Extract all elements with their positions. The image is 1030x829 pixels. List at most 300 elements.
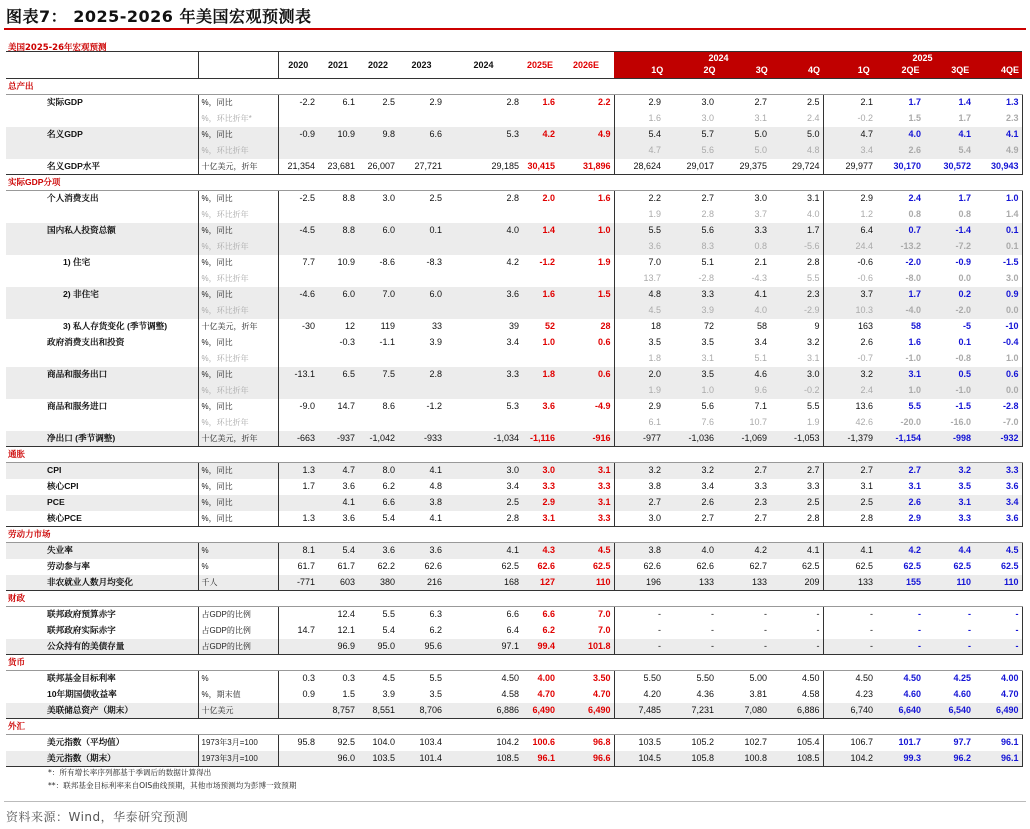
quarter-2025-value: 3.2 bbox=[823, 367, 876, 383]
annual-value: 62.6 bbox=[424, 561, 442, 571]
quarter-2025-value: -7.0 bbox=[974, 415, 1022, 431]
forecast-table bbox=[6, 51, 1023, 767]
quarter-2025-value: -16.0 bbox=[950, 417, 971, 427]
quarter-2025-value: 58 bbox=[910, 321, 921, 331]
unit-cell: 占GDP的比例 bbox=[198, 607, 278, 623]
row-label bbox=[9, 385, 47, 395]
quarter-2024-value: - bbox=[717, 639, 770, 655]
bottom-rule bbox=[4, 801, 1026, 802]
quarter-2025-value: -13.2 bbox=[876, 239, 924, 255]
annual-value: 3.9 bbox=[429, 337, 442, 347]
quarter-2024-value: 2.3 bbox=[717, 495, 770, 511]
quarter-2025-value: - bbox=[974, 607, 1022, 623]
quarter-2025-value: 4.60 bbox=[953, 689, 971, 699]
quarter-2024-value: 2.7 bbox=[717, 511, 770, 527]
annual-value: 4.50 bbox=[501, 673, 519, 684]
table-row bbox=[6, 399, 1022, 415]
quarter-2024-value: 2.5 bbox=[770, 95, 823, 111]
quarter-label: 3QE bbox=[951, 65, 970, 75]
row-label-cell bbox=[6, 671, 198, 687]
annual-value bbox=[445, 271, 522, 287]
quarter-2024-value: 2.7 bbox=[717, 463, 770, 479]
forecast-value: 3.1 bbox=[558, 463, 614, 479]
quarter-2024-value: 1.7 bbox=[770, 223, 823, 239]
quarter-2024-value: 4.20 bbox=[614, 687, 664, 703]
annual-value bbox=[445, 143, 522, 159]
quarter-2024-value: 3.1 bbox=[701, 353, 714, 363]
forecast-value bbox=[522, 143, 558, 159]
unit-cell: %，环比折年 bbox=[198, 383, 278, 399]
unit-cell: %，同比 bbox=[198, 367, 278, 383]
annual-value: 8.1 bbox=[278, 543, 318, 559]
forecast-value: 62.5 bbox=[592, 561, 611, 571]
row-label: 实际GDP bbox=[47, 97, 83, 108]
quarter-2024-value: 28,624 bbox=[614, 159, 664, 175]
quarter-2024-value: 13.7 bbox=[614, 271, 664, 287]
row-label: 3) 私人存货变化 (季节调整) bbox=[63, 321, 168, 331]
unit-cell: %，同比 bbox=[198, 287, 278, 303]
quarter-2024-value: 2.9 bbox=[614, 95, 664, 111]
quarter-2024-value: 8.3 bbox=[664, 239, 717, 255]
quarter-2025-value: 0.0 bbox=[974, 383, 1022, 399]
quarter-2024-value: 3.81 bbox=[749, 689, 767, 699]
quarter-2024-value: 10.7 bbox=[749, 417, 767, 427]
quarter-2025-value: 42.6 bbox=[855, 417, 873, 427]
quarter-label: 4Q bbox=[807, 65, 820, 75]
quarter-2024-value: 5.5 bbox=[770, 399, 823, 415]
quarter-2025-value: 4.1 bbox=[823, 543, 876, 559]
quarter-2024-value: - bbox=[764, 609, 767, 620]
unit-cell: %，同比 bbox=[198, 223, 278, 239]
annual-value: 62.2 bbox=[377, 561, 395, 571]
quarter-2025-value: 110 bbox=[974, 575, 1022, 591]
quarter-2024-value: 4.7 bbox=[614, 143, 664, 159]
quarter-2024-value: -0.2 bbox=[770, 383, 823, 399]
unit-cell: %，环比折年 bbox=[198, 239, 278, 255]
annual-value: 603 bbox=[318, 575, 358, 591]
annual-value bbox=[278, 703, 318, 719]
quarter-2024-value: 2.1 bbox=[754, 257, 767, 267]
row-label: 净出口 (季节调整) bbox=[47, 432, 116, 443]
section-header-row bbox=[6, 175, 1022, 191]
annual-value: 92.5 bbox=[337, 737, 355, 748]
quarter-group-year: 2024 bbox=[708, 53, 729, 63]
row-label bbox=[9, 113, 47, 123]
quarter-2024-value: 2.7 bbox=[664, 511, 717, 527]
row-label-cell bbox=[6, 351, 198, 367]
quarter-2024-value: 3.0 bbox=[754, 193, 767, 204]
unit-cell: %，同比 bbox=[198, 191, 278, 207]
quarter-2025-value: 4.1 bbox=[974, 127, 1022, 143]
row-label bbox=[9, 353, 47, 363]
quarter-2024-value: 2.8 bbox=[701, 209, 714, 219]
forecast-value: 2.9 bbox=[522, 495, 558, 511]
annual-value: 1.3 bbox=[278, 511, 318, 527]
forecast-value: 31,896 bbox=[558, 159, 614, 175]
forecast-value: 110 bbox=[558, 575, 614, 591]
quarter-2025-value: -1.5 bbox=[955, 401, 971, 411]
quarter-2024-value: 105.8 bbox=[664, 751, 717, 767]
annual-value: 216 bbox=[398, 575, 445, 591]
annual-value bbox=[398, 383, 445, 399]
quarter-2024-value: 3.3 bbox=[770, 479, 823, 495]
quarter-2024-value: 3.8 bbox=[614, 543, 664, 559]
annual-value: 1.3 bbox=[278, 463, 318, 479]
table-row bbox=[6, 559, 1022, 575]
quarter-2025-value: 0.5 bbox=[924, 367, 974, 383]
quarter-2025-value: 62.5 bbox=[855, 561, 873, 571]
annual-value: 3.4 bbox=[506, 337, 519, 347]
quarter-2024-value: 3.0 bbox=[770, 367, 823, 383]
annual-value bbox=[278, 239, 318, 255]
forecast-value bbox=[522, 303, 558, 319]
quarter-2025-value: 62.5 bbox=[953, 561, 971, 571]
annual-value: 2.5 bbox=[429, 193, 442, 204]
unit-cell: % bbox=[198, 543, 278, 559]
table-row bbox=[6, 143, 1022, 159]
quarter-2024-value: 4.0 bbox=[770, 207, 823, 223]
quarter-2025-value: 0.8 bbox=[958, 209, 971, 219]
quarter-2025-value: 2.8 bbox=[823, 511, 876, 527]
quarter-2024-value: 3.2 bbox=[770, 335, 823, 351]
annual-value bbox=[398, 111, 445, 127]
quarter-2025-value: 0.1 bbox=[958, 337, 971, 347]
quarter-2025-value: 0.7 bbox=[876, 223, 924, 239]
row-label-cell bbox=[6, 751, 198, 767]
forecast-value bbox=[558, 303, 614, 319]
unit-cell: %，环比折年 bbox=[198, 415, 278, 431]
annual-value: 5.5 bbox=[382, 609, 395, 620]
quarter-2024-value: 1.9 bbox=[614, 383, 664, 399]
forecast-value: 1.0 bbox=[542, 337, 555, 347]
quarter-2024-value: 18 bbox=[614, 319, 664, 335]
annual-value bbox=[318, 351, 358, 367]
quarter-2024-value: 5.5 bbox=[614, 223, 664, 239]
row-label: 商品和服务进口 bbox=[47, 401, 108, 411]
quarter-2024-value: 5.00 bbox=[749, 673, 767, 684]
quarter-2024-value: 102.7 bbox=[744, 737, 767, 748]
quarter-2025-value: 1.4 bbox=[974, 207, 1022, 223]
annual-value: 108.5 bbox=[445, 751, 522, 767]
annual-value bbox=[278, 207, 318, 223]
row-label: 联邦基金目标利率 bbox=[47, 673, 116, 684]
quarter-2025-value: 10.3 bbox=[823, 303, 876, 319]
row-label-cell bbox=[6, 303, 198, 319]
annual-value: 23,681 bbox=[318, 159, 358, 175]
annual-value: 6.6 bbox=[506, 609, 519, 620]
row-label-cell bbox=[6, 495, 198, 511]
forecast-value: 100.6 bbox=[532, 737, 555, 748]
annual-value bbox=[358, 271, 398, 287]
section-header-row bbox=[6, 719, 1022, 735]
annual-value bbox=[278, 383, 318, 399]
quarter-2025-value: 4.2 bbox=[876, 543, 924, 559]
row-label-cell bbox=[6, 319, 198, 335]
quarter-2024-value: 72 bbox=[703, 321, 714, 331]
quarter-2025-value: 0.2 bbox=[924, 287, 974, 303]
row-label-cell bbox=[6, 111, 198, 127]
forecast-value bbox=[558, 143, 614, 159]
quarter-2025-value: 62.5 bbox=[974, 559, 1022, 575]
row-label-cell bbox=[6, 687, 198, 703]
year-header: 2022 bbox=[358, 52, 398, 79]
forecast-value: 52 bbox=[544, 321, 555, 331]
quarter-2025-value: -1,379 bbox=[823, 431, 876, 447]
quarter-2025-value: -0.4 bbox=[974, 335, 1022, 351]
table-row bbox=[6, 255, 1022, 271]
quarter-2024-value: 5.5 bbox=[770, 271, 823, 287]
quarter-2024-value: 5.0 bbox=[770, 127, 823, 143]
quarter-2024-value: 2.8 bbox=[770, 255, 823, 271]
table-row bbox=[6, 383, 1022, 399]
quarter-2025-value: 1.4 bbox=[958, 97, 971, 108]
quarter-2024-value: 3.4 bbox=[701, 481, 714, 491]
quarter-2025-value: -5 bbox=[962, 321, 971, 331]
quarter-2025-value: 3.6 bbox=[974, 479, 1022, 495]
quarter-2024-value: 62.6 bbox=[614, 559, 664, 575]
quarter-2025-value: 2.6 bbox=[860, 337, 873, 347]
quarter-2024-value: -1,053 bbox=[770, 431, 823, 447]
quarter-2024-value: 5.0 bbox=[717, 143, 770, 159]
quarter-2025-value: 13.6 bbox=[855, 401, 873, 411]
quarter-2024-value: 4.6 bbox=[717, 367, 770, 383]
forecast-value: 7.0 bbox=[597, 625, 611, 635]
quarter-2024-value: 2.2 bbox=[614, 191, 664, 207]
annual-value bbox=[398, 207, 445, 223]
quarter-2024-value: 0.8 bbox=[717, 239, 770, 255]
footnote-1: *：所有增长率序列都基于季调后的数据计算得出 bbox=[48, 768, 212, 777]
annual-value: 4.7 bbox=[318, 463, 358, 479]
annual-value: 6.6 bbox=[398, 127, 445, 143]
quarter-2025-value: 3.7 bbox=[823, 287, 876, 303]
forecast-value: 2.0 bbox=[542, 193, 555, 204]
quarter-2024-value: -4.3 bbox=[751, 273, 767, 283]
annual-value bbox=[398, 271, 445, 287]
annual-value: 6.6 bbox=[358, 495, 398, 511]
unit-cell: %，同比 bbox=[198, 127, 278, 143]
annual-value: 14.7 bbox=[337, 401, 355, 411]
unit-cell: 千人 bbox=[198, 575, 278, 591]
quarter-2025-value: 4.9 bbox=[974, 143, 1022, 159]
quarter-2025-value: 0.9 bbox=[974, 287, 1022, 303]
quarter-2024-value: 100.8 bbox=[717, 751, 770, 767]
quarter-2025-value: 6,740 bbox=[823, 703, 876, 719]
section-title: 总产出 bbox=[6, 79, 1022, 95]
annual-value: 12.1 bbox=[337, 625, 355, 635]
quarter-2024-value: 2.8 bbox=[770, 511, 823, 527]
row-label-cell bbox=[6, 607, 198, 623]
unit-cell: %，环比折年 bbox=[198, 303, 278, 319]
quarter-2025-value: 3.2 bbox=[924, 463, 974, 479]
annual-value: 119 bbox=[380, 321, 395, 331]
annual-value: 96.0 bbox=[318, 751, 358, 767]
quarter-2025-value: -0.9 bbox=[955, 257, 971, 267]
year-header: 2026E bbox=[558, 52, 614, 79]
annual-value: 8,706 bbox=[398, 703, 445, 719]
quarter-2024-value: 1.0 bbox=[664, 383, 717, 399]
table-row bbox=[6, 463, 1022, 479]
forecast-value: 30,415 bbox=[522, 159, 558, 175]
forecast-value: 99.4 bbox=[522, 639, 558, 655]
annual-value bbox=[318, 143, 358, 159]
quarter-2024-value: 5.50 bbox=[614, 671, 664, 687]
source-note: 资料来源：Wind，华泰研究预测 bbox=[6, 810, 189, 824]
forecast-value: 1.0 bbox=[558, 223, 614, 239]
quarter-2025-value: 3.1 bbox=[908, 481, 921, 491]
header-row bbox=[6, 52, 1022, 79]
quarter-2025-value: 1.7 bbox=[958, 193, 971, 204]
annual-value: 8.6 bbox=[382, 401, 395, 411]
annual-value bbox=[278, 639, 318, 655]
quarter-2024-value: 1.6 bbox=[614, 111, 664, 127]
quarter-2025-value: 3.4 bbox=[974, 495, 1022, 511]
unit-cell: %，同比 bbox=[198, 335, 278, 351]
quarter-2025-value: 0.6 bbox=[974, 367, 1022, 383]
annual-value: 29,185 bbox=[445, 159, 522, 175]
annual-value: 96.9 bbox=[318, 639, 358, 655]
annual-value: 62.5 bbox=[501, 561, 519, 571]
annual-value: 8,551 bbox=[358, 703, 398, 719]
quarter-2024-value: 4.1 bbox=[717, 287, 770, 303]
row-label: 个人消费支出 bbox=[47, 193, 99, 204]
quarter-2025-value: -1.0 bbox=[905, 353, 921, 363]
annual-value: 6.5 bbox=[318, 367, 358, 383]
quarter-2024-value: 4.5 bbox=[614, 303, 664, 319]
unit-cell: %，期末值 bbox=[198, 687, 278, 703]
annual-value bbox=[358, 111, 398, 127]
quarter-2024-value: - bbox=[770, 639, 823, 655]
annual-value: 3.5 bbox=[429, 689, 442, 699]
quarter-2025-value: -4.0 bbox=[876, 303, 924, 319]
section-header-row bbox=[6, 527, 1022, 543]
annual-value: -663 bbox=[278, 431, 318, 447]
quarter-2025-value: 106.7 bbox=[850, 737, 873, 748]
annual-value: -1,034 bbox=[445, 431, 522, 447]
quarter-2024-value: 2.6 bbox=[664, 495, 717, 511]
row-label-cell bbox=[6, 399, 198, 415]
table-row bbox=[6, 303, 1022, 319]
annual-value: 6.0 bbox=[398, 287, 445, 303]
quarter-2024-value: 7,231 bbox=[664, 703, 717, 719]
forecast-value: 96.1 bbox=[522, 751, 558, 767]
annual-value: 7.7 bbox=[278, 255, 318, 271]
row-label-cell bbox=[6, 287, 198, 303]
quarter-2024-value: 7,485 bbox=[614, 703, 664, 719]
annual-value: 61.7 bbox=[278, 559, 318, 575]
forecast-value: -1,116 bbox=[522, 431, 558, 447]
quarter-2025-value: 0.1 bbox=[974, 239, 1022, 255]
quarter-2024-value: 58 bbox=[756, 321, 767, 331]
section-title: 劳动力市场 bbox=[6, 527, 1022, 543]
row-label: 1) 住宅 bbox=[63, 257, 91, 267]
annual-value: -0.3 bbox=[339, 337, 355, 347]
page-title: 图表7： 2025-2026 年美国宏观预测表 bbox=[6, 7, 312, 26]
annual-value: 12 bbox=[344, 321, 355, 331]
unit-cell: 1973年3月=100 bbox=[198, 735, 278, 751]
quarter-2025-value: 5.5 bbox=[908, 401, 921, 411]
unit-cell: % bbox=[198, 671, 278, 687]
table-row bbox=[6, 271, 1022, 287]
annual-value: -2.5 bbox=[278, 191, 318, 207]
unit-cell: %，同比 bbox=[198, 495, 278, 511]
annual-value: -937 bbox=[318, 431, 358, 447]
annual-value: 3.6 bbox=[398, 543, 445, 559]
row-label-cell bbox=[6, 703, 198, 719]
quarter-2024-value: 3.0 bbox=[701, 97, 714, 108]
forecast-value: 3.50 bbox=[592, 673, 611, 684]
annual-value: 2.8 bbox=[398, 367, 445, 383]
row-label bbox=[9, 305, 47, 315]
quarter-2024-value: - bbox=[711, 625, 714, 635]
quarter-2024-value: 3.3 bbox=[754, 481, 767, 491]
header-unit-cell bbox=[198, 52, 278, 79]
unit-cell: %，环比折年 bbox=[198, 143, 278, 159]
table-row bbox=[6, 239, 1022, 255]
quarter-2025-value: -998 bbox=[924, 431, 974, 447]
quarter-2025-value: 4.7 bbox=[823, 127, 876, 143]
quarter-2024-value: 3.1 bbox=[754, 113, 767, 123]
table-row bbox=[6, 127, 1022, 143]
quarter-2024-value: 3.0 bbox=[701, 113, 714, 123]
quarter-2024-value: 2.7 bbox=[701, 193, 714, 204]
forecast-value: 4.70 bbox=[592, 689, 611, 699]
quarter-2025-value: 101.7 bbox=[898, 737, 921, 748]
quarter-2025-value: -0.7 bbox=[857, 353, 873, 363]
quarter-2024-value: 4.1 bbox=[770, 543, 823, 559]
quarter-2025-value: 2.6 bbox=[876, 495, 924, 511]
quarter-2024-value: - bbox=[664, 639, 717, 655]
row-label bbox=[9, 145, 47, 155]
quarter-2025-value: - bbox=[974, 623, 1022, 639]
annual-value: 6.2 bbox=[429, 625, 442, 635]
annual-value: -13.1 bbox=[278, 367, 318, 383]
quarter-2024-value: 5.6 bbox=[664, 143, 717, 159]
forecast-value: 28 bbox=[600, 321, 611, 331]
row-label-cell bbox=[6, 511, 198, 527]
quarter-2024-value: 4.2 bbox=[717, 543, 770, 559]
quarter-2025-value: 96.1 bbox=[974, 751, 1022, 767]
annual-value bbox=[278, 607, 318, 623]
forecast-value: 4.9 bbox=[558, 127, 614, 143]
quarter-2025-value: 2.3 bbox=[974, 111, 1022, 127]
annual-value: 95.8 bbox=[278, 735, 318, 751]
unit-cell: 十亿美元，折年 bbox=[198, 319, 278, 335]
section-header-row bbox=[6, 655, 1022, 671]
annual-value: 4.1 bbox=[398, 463, 445, 479]
annual-value: 6.3 bbox=[429, 609, 442, 620]
row-label: 10年期国债收益率 bbox=[47, 689, 117, 699]
row-label-cell bbox=[6, 639, 198, 655]
row-label-cell bbox=[6, 95, 198, 111]
quarter-2024-value: 3.5 bbox=[614, 335, 664, 351]
quarter-2024-value: 3.5 bbox=[664, 367, 717, 383]
section-header-row bbox=[6, 591, 1022, 607]
quarter-2024-value: 7.0 bbox=[614, 255, 664, 271]
quarter-2025-value: 5.4 bbox=[924, 143, 974, 159]
unit-cell: % bbox=[198, 559, 278, 575]
quarter-2024-value: 133 bbox=[717, 575, 770, 591]
quarter-label: 1Q bbox=[651, 65, 664, 75]
quarter-2024-value: 105.4 bbox=[770, 735, 823, 751]
table-row bbox=[6, 223, 1022, 239]
annual-value bbox=[278, 111, 318, 127]
quarter-2025-value: 3.1 bbox=[924, 495, 974, 511]
unit-cell: %，环比折年 bbox=[198, 351, 278, 367]
annual-value: -4.5 bbox=[278, 223, 318, 239]
quarter-2025-value: - bbox=[974, 639, 1022, 655]
annual-value bbox=[445, 415, 522, 431]
quarter-2024-value: 3.1 bbox=[770, 191, 823, 207]
